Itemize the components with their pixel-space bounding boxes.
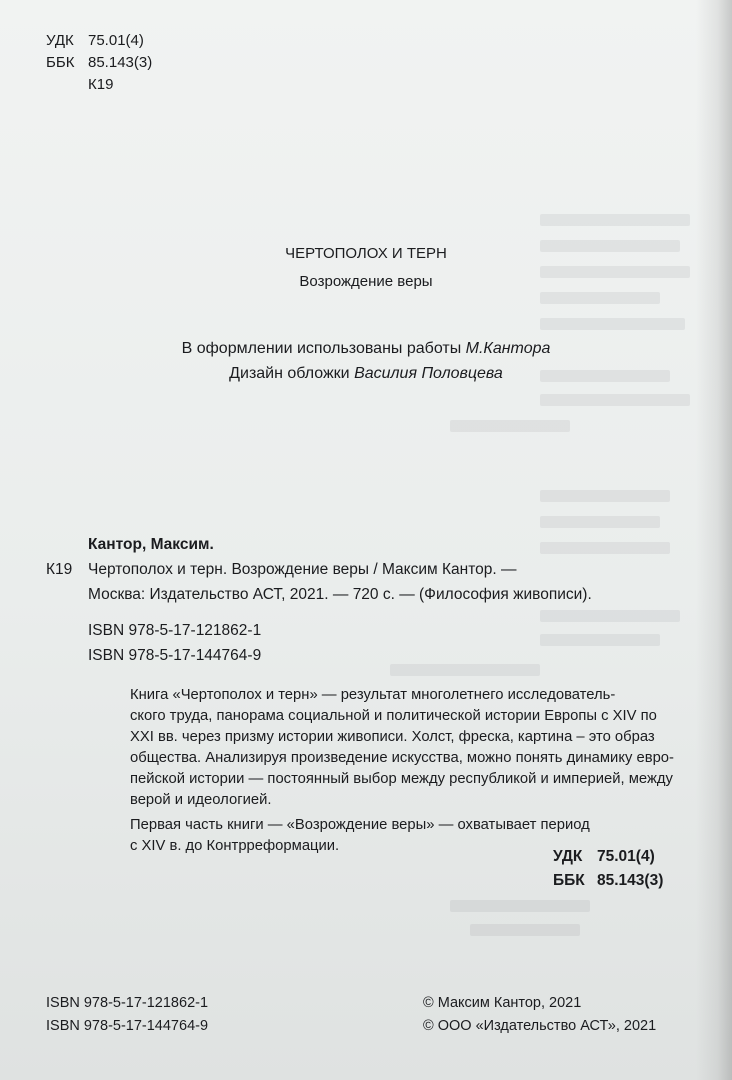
footer-isbn <box>46 992 208 1038</box>
cover-credit <box>0 361 732 386</box>
annotation-line: верой и идеологией. <box>130 792 272 808</box>
cover-credit-prefix: Дизайн обложки <box>229 365 355 382</box>
footer-isbn-1: ISBN 978-5-17-121862-1 <box>46 995 209 1011</box>
bbk-label: ББК <box>46 54 75 71</box>
classification-block <box>553 845 663 893</box>
annotation-line: XXI вв. через призму истории живописи. Холст, фреска, картина – это образ <box>130 729 655 745</box>
annotation-line: Книга «Чертополох и терн» — результат многолетнего исследователь- <box>130 687 616 703</box>
works-credit-author: М.Кантора <box>465 340 551 357</box>
footer-isbn-2: ISBN 978-5-17-144764-9 <box>46 1018 209 1034</box>
works-credit-prefix: В оформлении использованы работы <box>181 340 466 357</box>
classification-bbk-label: ББК <box>553 872 585 889</box>
annotation-paragraph-1 <box>130 685 681 811</box>
biblio-author-heading: Кантор, Максим. <box>88 536 214 553</box>
book-title: ЧЕРТОПОЛОХ И ТЕРН <box>285 245 447 262</box>
bbk-row <box>46 52 152 74</box>
author-sign: К19 <box>88 76 114 93</box>
biblio-description-1: Чертополох и терн. Возрождение веры / Максим Кантор. — <box>88 561 517 578</box>
udk-label: УДК <box>46 32 74 49</box>
classification-udk-value: 75.01(4) <box>597 848 655 865</box>
book-subtitle: Возрождение веры <box>299 273 433 290</box>
page-edge-shadow <box>696 0 732 1080</box>
annotation-line: ского труда, панорама социальной и политической истории Европы с XIV по <box>130 708 657 724</box>
classification-bbk <box>553 869 663 893</box>
copyright-publisher: © ООО «Издательство АСТ», 2021 <box>423 1018 657 1034</box>
copyright-author: © Максим Кантор, 2021 <box>423 995 582 1011</box>
annotation-line: Первая часть книги — «Возрождение веры» — охватывает период <box>130 817 590 833</box>
title-block <box>0 240 732 296</box>
classification-udk-label: УДК <box>553 848 583 865</box>
annotation <box>130 685 681 857</box>
udk-value: 75.01(4) <box>88 32 144 49</box>
design-credits <box>0 336 732 386</box>
bbk-value: 85.143(3) <box>88 54 153 71</box>
biblio-isbn-2-text: ISBN 978-5-17-144764-9 <box>88 647 262 664</box>
udk-row <box>46 30 152 52</box>
annotation-line: общества. Анализируя произведение искусства, можно понять динамику евро- <box>130 750 674 766</box>
biblio-description-2: Москва: Издательство АСТ, 2021. — 720 с. — (Философия живописи). <box>88 586 592 603</box>
classification-udk <box>553 845 663 869</box>
annotation-line: пейской истории — постоянный выбор между республикой и империей, между <box>130 771 673 787</box>
biblio-sign: К19 <box>46 561 73 578</box>
classification-bbk-value: 85.143(3) <box>597 872 664 889</box>
biblio-isbn-1-text: ISBN 978-5-17-121862-1 <box>88 622 262 639</box>
header-classification <box>46 30 152 96</box>
footer-copyright <box>423 992 656 1038</box>
cover-credit-author: Василия Половцева <box>354 365 503 382</box>
author-sign-row <box>46 74 152 96</box>
works-credit <box>0 336 732 361</box>
annotation-line: с XIV в. до Контрреформации. <box>130 838 340 854</box>
